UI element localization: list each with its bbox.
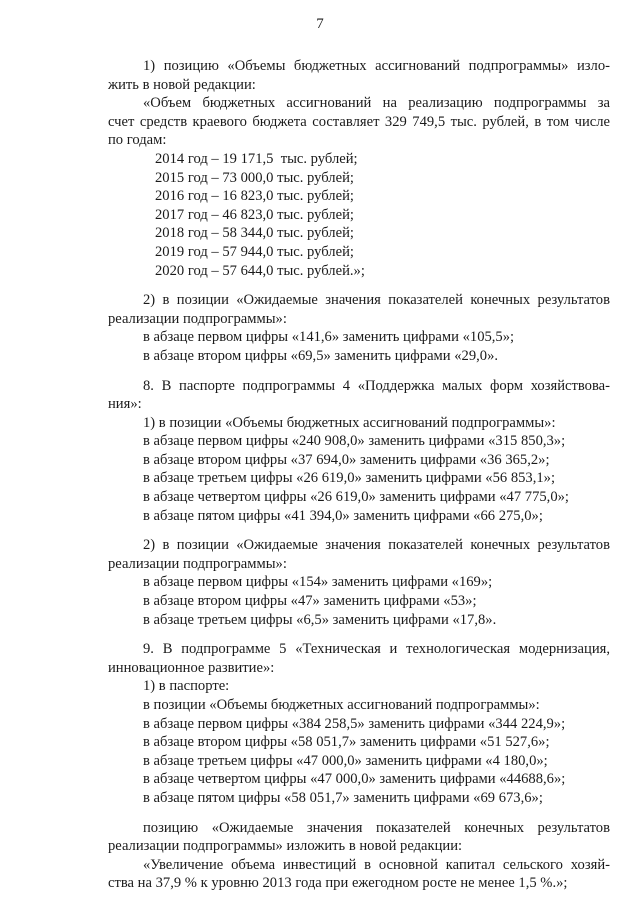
text-line: инновационное развитие»: — [108, 659, 275, 676]
text-line: в абзаце пятом цифры «58 051,7» заменить цифрами «69 673,6»; — [143, 789, 543, 806]
text-line: в абзаце четвертом цифры «26 619,0» заменить цифрами «47 775,0»; — [143, 489, 569, 506]
text-line: 2020 год – 57 644,0 тыс. рублей.»; — [155, 262, 365, 279]
text-line: 2018 год – 58 344,0 тыс. рублей; — [155, 225, 354, 242]
text-line: в абзаце пятом цифры «41 394,0» заменить цифрами «66 275,0»; — [143, 507, 543, 524]
paragraph-gap — [108, 366, 610, 377]
text-line: жить в новой редакции: — [108, 76, 256, 93]
text-line: в абзаце четвертом цифры «47 000,0» заменить цифрами «44688,6»; — [143, 771, 566, 788]
text-line: в абзаце третьем цифры «26 619,0» заменить цифрами «56 853,1»; — [143, 470, 556, 487]
text-line: позицию «Ожидаемые значения показателей конечных результатов — [143, 819, 610, 836]
text-line: в абзаце первом цифры «141,6» заменить цифрами «105,5»; — [143, 329, 515, 346]
text-line: в позиции «Объемы бюджетных ассигнований подпрограммы»: — [143, 697, 540, 713]
text-line: в абзаце первом цифры «384 258,5» заменить цифрами «344 224,9»; — [143, 715, 566, 732]
text-line: 2016 год – 16 823,0 тыс. рублей; — [155, 188, 354, 205]
text-line: в абзаце третьем цифры «6,5» заменить цифрами «17,8». — [143, 611, 497, 628]
paragraph-gap — [108, 525, 610, 536]
text-line: 2) в позиции «Ожидаемые значения показателей конечных результатов — [143, 292, 610, 309]
text-line: реализации подпрограммы» изложить в новой редакции: — [108, 838, 463, 855]
text-line: в абзаце втором цифры «58 051,7» заменить цифрами «51 527,6»; — [143, 734, 550, 751]
text-line: 2014 год – 19 171,5 тыс. рублей; — [155, 150, 358, 167]
text-line: в абзаце втором цифры «69,5» заменить цифрами «29,0». — [143, 347, 499, 364]
text-line: 9. В подпрограмме 5 «Техническая и технологическая модернизация, — [143, 641, 610, 658]
text-line: в абзаце первом цифры «154» заменить цифрами «169»; — [143, 574, 493, 591]
document-body — [108, 57, 610, 893]
text-line: счет средств краевого бюджета составляет 329 749,5 тыс. рублей, в том числе — [108, 113, 610, 130]
text-line: ния»: — [108, 396, 142, 413]
text-line: реализации подпрограммы»: — [108, 555, 287, 572]
text-line: ства на 37,9 % к уровню 2013 года при ежегодном росте не менее 1,5 %.»; — [108, 875, 568, 892]
text-line: реализации подпрограммы»: — [108, 310, 287, 327]
text-line: в абзаце первом цифры «240 908,0» заменить цифрами «315 850,3»; — [143, 433, 566, 450]
text-line: «Объем бюджетных ассигнований на реализацию подпрограммы за — [143, 95, 610, 112]
text-line: «Увеличение объема инвестиций в основной капитал сельского хозяй- — [143, 856, 610, 873]
paragraph-gap — [108, 808, 610, 819]
text-line: 2015 год – 73 000,0 тыс. рублей; — [155, 169, 354, 186]
text-line: по годам: — [108, 132, 167, 149]
text-line: в абзаце третьем цифры «47 000,0» заменить цифрами «4 180,0»; — [143, 752, 548, 769]
text-line: 1) в позиции «Объемы бюджетных ассигнований подпрограммы»: — [143, 414, 556, 431]
text-line: в абзаце втором цифры «37 694,0» заменить цифрами «36 365,2»; — [143, 451, 550, 468]
paragraph-gap — [108, 629, 610, 640]
text-line: 2) в позиции «Ожидаемые значения показателей конечных результатов — [143, 537, 610, 554]
text-line: 1) в паспорте: — [143, 678, 230, 695]
text-line: 2019 год – 57 944,0 тыс. рублей; — [155, 243, 354, 260]
text-line: 8. В паспорте подпрограммы 4 «Поддержка малых форм хозяйствова- — [143, 377, 610, 394]
text-line: в абзаце втором цифры «47» заменить цифрами «53»; — [143, 593, 477, 610]
text-line: 2017 год – 46 823,0 тыс. рублей; — [155, 206, 354, 223]
paragraph-gap — [108, 280, 610, 291]
text-line: 1) позицию «Объемы бюджетных ассигнований подпрограммы» изло- — [143, 58, 610, 74]
page-number: 7 — [316, 16, 324, 32]
